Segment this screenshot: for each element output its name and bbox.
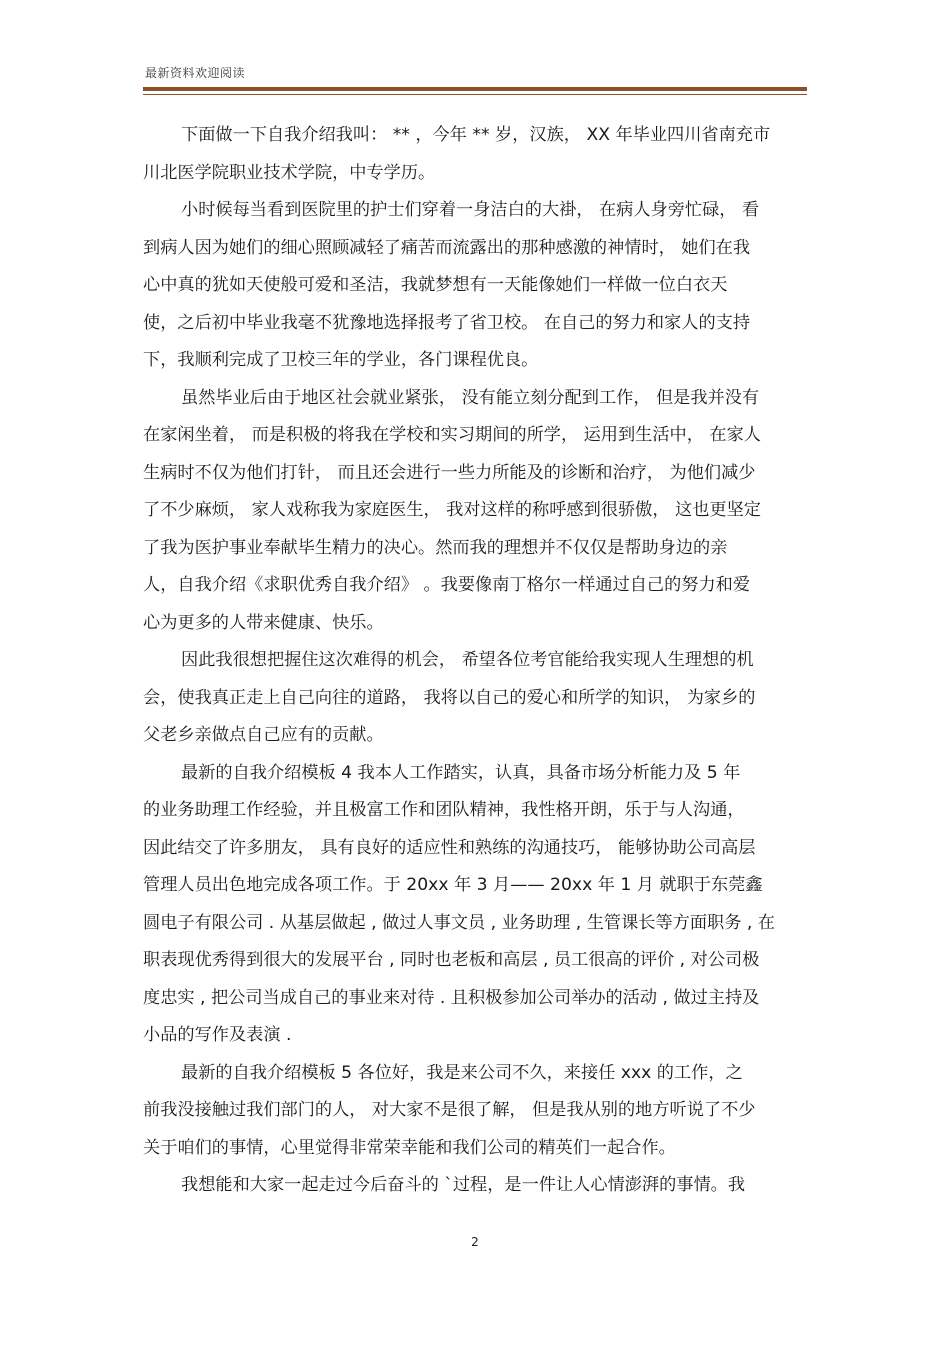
text-line: 人，自我介绍《求职优秀自我介绍》 。我要像南丁格尔一样通过自己的努力和爱: [143, 575, 751, 595]
text-line: 到病人因为她们的细心照顾减轻了痛苦而流露出的那种感激的神情时， 她们在我: [143, 237, 751, 258]
text-line: 小品的写作及表演 .: [143, 1025, 292, 1045]
text-line: 管理人员出色地完成各项工作。于 20xx 年 3 月—— 20xx 年 1 月 就职于东莞鑫: [143, 875, 763, 895]
text-line: 因此我很想把握住这次难得的机会， 希望各位考官能给我实现人生理想的机: [181, 650, 754, 670]
text-line: 心为更多的人带来健康、快乐。: [143, 612, 384, 633]
text-line: 了不少麻烦， 家人戏称我为家庭医生， 我对这样的称呼感到很骄傲， 这也更坚定: [143, 500, 761, 520]
header-rule-thin: [143, 94, 807, 95]
text-line: 前我没接触过我们部门的人， 对大家不是很了解， 但是我从别的地方听说了不少: [143, 1100, 756, 1120]
header-rule-thick: [143, 87, 807, 91]
text-line: 小时候每当看到医院里的护士们穿着一身洁白的大褂， 在病人身旁忙碌， 看: [181, 200, 760, 220]
text-line: 生病时不仅为他们打针， 而且还会进行一些力所能及的诊断和治疗， 为他们减少: [143, 462, 756, 483]
text-line: 会，使我真正走上自己向往的道路， 我将以自己的爱心和所学的知识， 为家乡的: [143, 687, 756, 708]
text-line: 虽然毕业后由于地区社会就业紧张， 没有能立刻分配到工作， 但是我并没有: [181, 387, 760, 408]
text-line: 了我为医护事业奉献毕生精力的决心。然而我的理想并不仅仅是帮助身边的亲: [143, 537, 728, 558]
text-line: 下，我顺利完成了卫校三年的学业，各门课程优良。: [143, 350, 539, 370]
text-line: 度忠实 , 把公司当成自己的事业来对待 . 且积极参加公司举办的活动 , 做过主持及: [143, 987, 760, 1008]
page-header-title: 最新资料欢迎阅读: [145, 66, 246, 80]
text-line: 心中真的犹如天使般可爱和圣洁，我就梦想有一天能像她们一样做一位白衣天: [143, 275, 728, 295]
text-line: 圆电子有限公司 . 从基层做起 , 做过人事文员 , 业务助理 , 生管课长等方面职务 , 在: [143, 912, 775, 933]
text-line: 下面做一下自我介绍我叫： ** ，今年 ** 岁，汉族， XX 年毕业四川省南充市: [181, 125, 771, 145]
text-line: 最新的自我介绍模板 5 各位好，我是来公司不久，来接任 xxx 的工作，之: [181, 1062, 743, 1083]
text-line: 最新的自我介绍模板 4 我本人工作踏实，认真，具备市场分析能力及 5 年: [181, 762, 741, 783]
text-line: 的业务助理工作经验，并且极富工作和团队精神，我性格开朗，乐于与人沟通，: [143, 800, 745, 820]
page-number: 2: [471, 1235, 479, 1249]
text-line: 父老乡亲做点自己应有的贡献。: [143, 725, 384, 745]
text-line: 我想能和大家一起走过今后奋斗的 `过程，是一件让人心情澎湃的事情。我: [181, 1175, 746, 1195]
text-line: 关于咱们的事情，心里觉得非常荣幸能和我们公司的精英们一起合作。: [143, 1137, 676, 1158]
document-body: [143, 117, 808, 1205]
text-line: 因此结交了许多朋友， 具有良好的适应性和熟练的沟通技巧， 能够协助公司高层: [143, 837, 756, 858]
text-line: 使，之后初中毕业我毫不犹豫地选择报考了省卫校。 在自己的努力和家人的支持: [143, 312, 751, 333]
text-line: 职表现优秀得到很大的发展平台 , 同时也老板和高层 , 员工很高的评价 , 对公司极: [143, 950, 760, 970]
text-line: 在家闲坐着， 而是积极的将我在学校和实习期间的所学， 运用到生活中， 在家人: [143, 425, 761, 445]
text-line: 川北医学院职业技术学院，中专学历。: [143, 162, 436, 183]
